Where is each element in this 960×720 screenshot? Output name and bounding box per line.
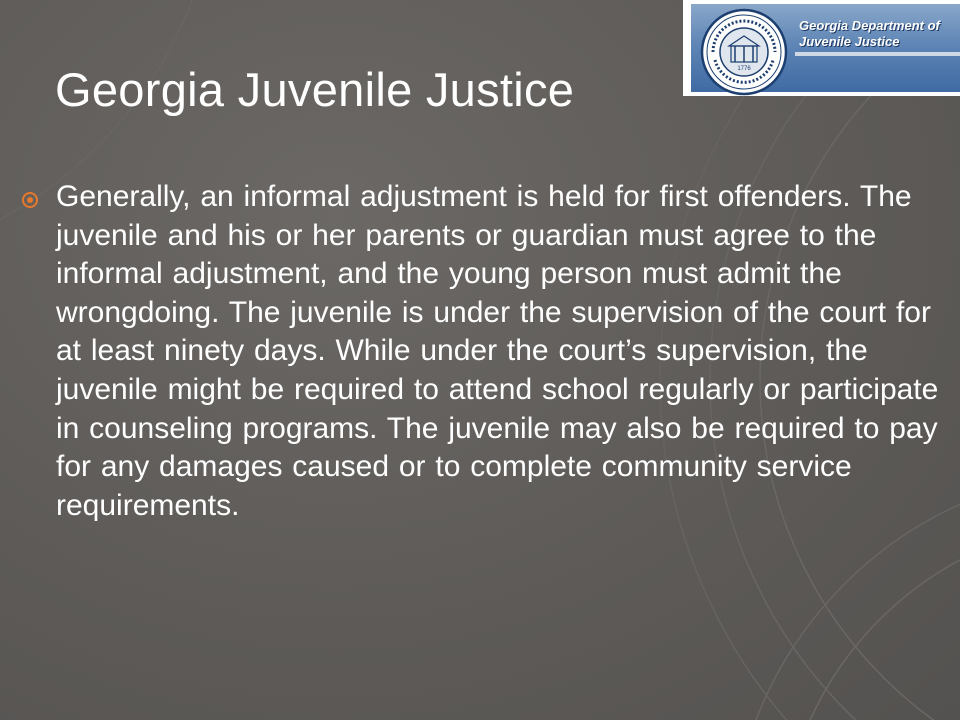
logo-banner bbox=[691, 4, 960, 92]
seal-year: 1776 bbox=[737, 66, 751, 72]
logo-line-2: Juvenile Justice bbox=[799, 34, 900, 49]
bullet-text: Generally, an informal adjustment is held for first offenders. The juvenile and his or her parents or guardian must agree to the informal adjustment, and the young person must admit the wrongdoing. The juvenile is under the supervision of the court for at least ninety days. While under the court’s supervision, the juvenile might be required to attend school regularly or participate in counseling programs. The juvenile may also be required to pay for any damages caused or to complete community service requirements. bbox=[56, 180, 939, 522]
seal-icon bbox=[699, 8, 789, 96]
slide-title: Georgia Juvenile Justice bbox=[55, 63, 575, 116]
logo-line-1: Georgia Department of bbox=[799, 18, 940, 33]
gdjj-logo bbox=[683, 0, 960, 96]
logo-text bbox=[799, 18, 959, 50]
logo-divider bbox=[795, 52, 960, 56]
circled-dot-bullet-icon bbox=[21, 191, 39, 209]
